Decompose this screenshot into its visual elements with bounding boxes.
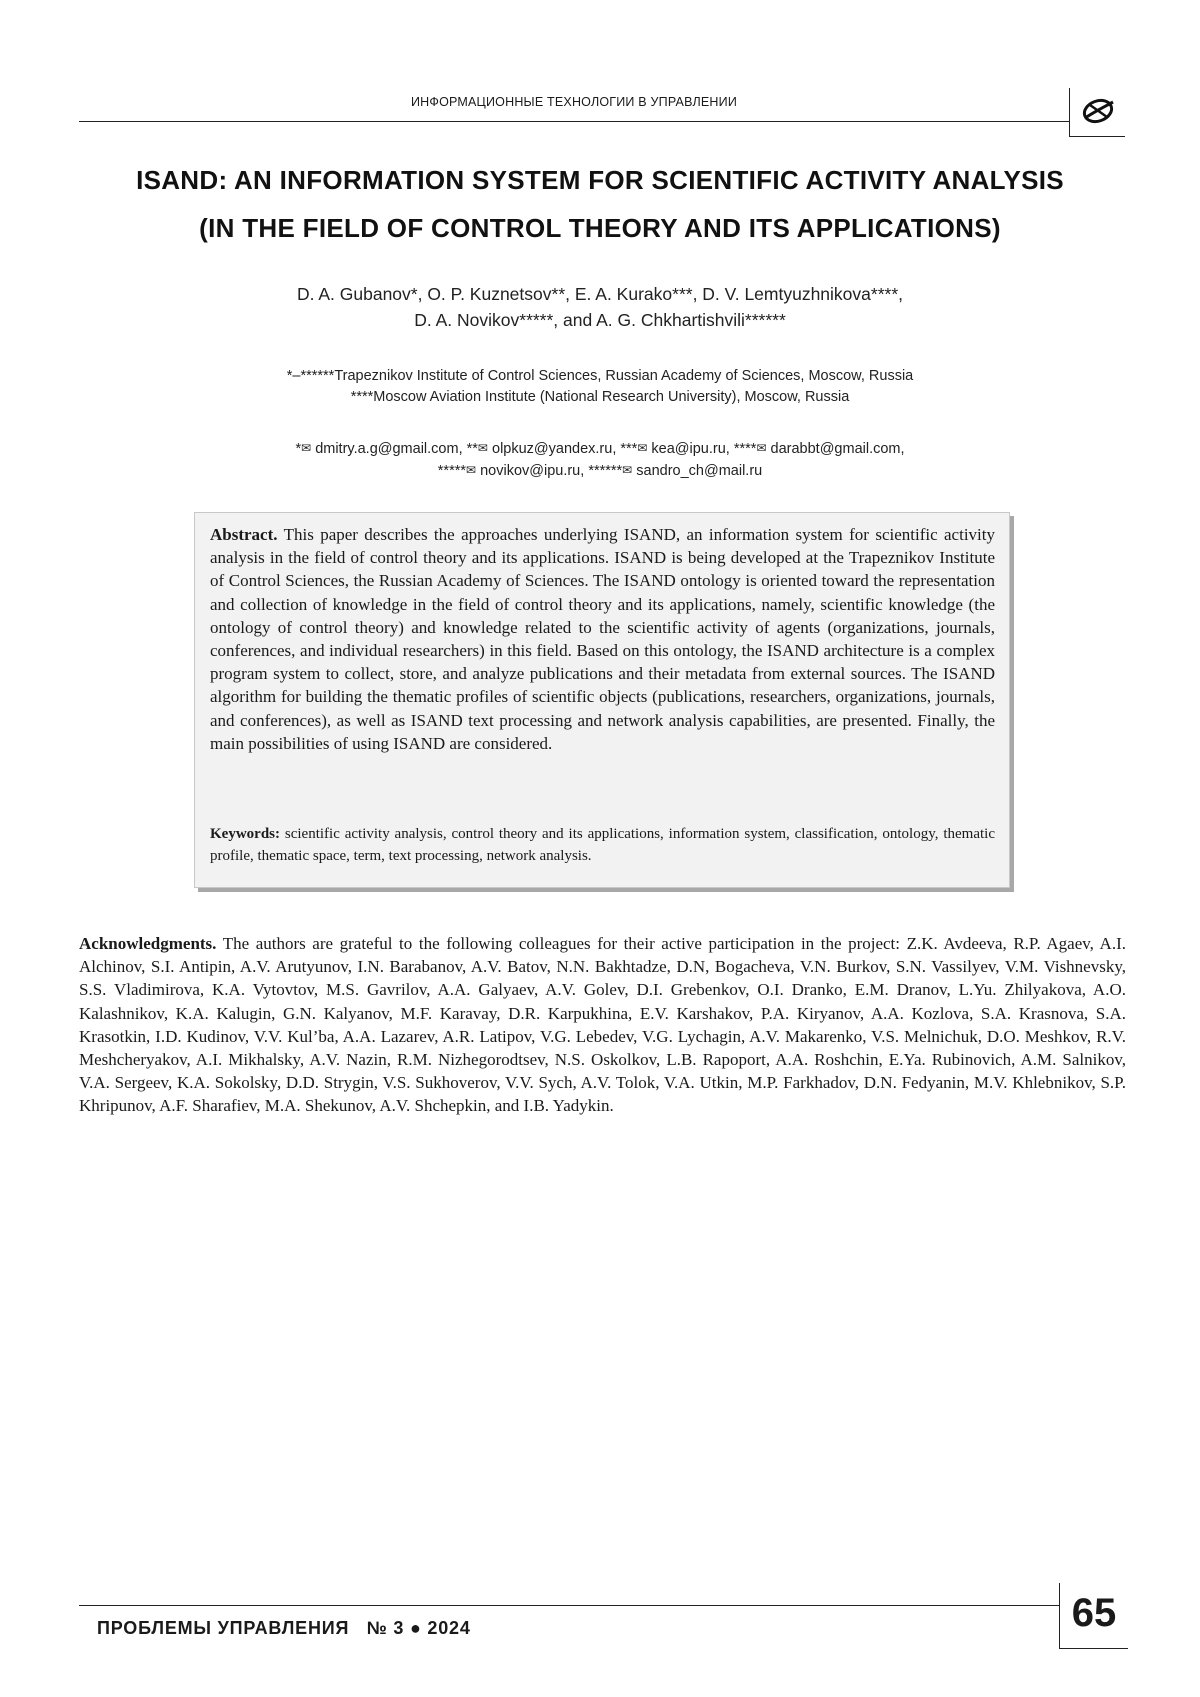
affiliation-line-2: ****Moscow Aviation Institute (National Research University), Moscow, Russia [350,389,850,405]
abstract [210,523,995,755]
page-number-box [1059,1583,1128,1649]
envelope-icon: ✉ [756,441,767,455]
email-link[interactable]: kea@ipu.ru [651,441,726,457]
authors-line-1: D. A. Gubanov*, O. P. Kuznetsov**, E. A. Kurako***, D. V. Lemtyuzhnikova****, [296,284,904,304]
keywords [210,824,995,867]
authors-line-2: D. A. Novikov*****, and A. G. Chkhartishvili****** [414,310,786,330]
paper-title-line-1: ISAND: AN INFORMATION SYSTEM FOR SCIENTIFIC ACTIVITY ANALYSIS [136,165,1064,195]
paper-title-line-2: (IN THE FIELD OF CONTROL THEORY AND ITS APPLICATIONS) [199,213,1001,243]
email-entry: ***✉ kea@ipu.ru, [620,441,734,457]
affiliation-line-1: *–******Trapeznikov Institute of Control Sciences, Russian Academy of Sciences, Moscow, Russia [286,368,914,384]
envelope-icon: ✉ [622,463,633,477]
emails-line-2 [60,460,1140,482]
keywords-label: Keywords: [210,826,280,842]
author-emails [60,438,1140,482]
envelope-icon: ✉ [301,441,312,455]
envelope-icon: ✉ [637,441,648,455]
email-link[interactable]: dmitry.a.g@gmail.com [315,441,459,457]
keywords-text: scientific activity analysis, control theory and its applications, information system, classification, ontology, thematic profile, thematic space, term, text processing, network analysis. [210,826,995,864]
email-link[interactable]: novikov@ipu.ru [480,463,581,479]
acknowledgments-text: The authors are grateful to the following colleagues for their active participation in the project: Z.K. Avdeeva, R.P. Agaev, A.I. Alchinov, S.I. Antipin, A.V. Arutyunov, I.N. Barabanov, A.V. Batov, N.N. Bakhtadze, D.N, Bogacheva, V.N. Burkov, S.N. Vassilyev, V.M. Vishnevsky, S.S. Vladimirova, K.A. Vytovtov, M.S. Gavrilov, A.A. Galyaev, A.V. Golev, D.I. Grebenkov, O.I. Dranko, E.M. Dranov, L.Yu. Zhilyakova, A.O. Kalashnikov, K.A. Kalugin, G.N. Kalyanov, M.F. Karavay, D.R. Karpukhina, E.V. Karshakov, P.A. Kiryanov, A.A. Kozlova, S.A. Krasnova, S.A. Krasotkin, I.D. Kudinov, V.V. Kul’ba, A.A. Lazarev, A.R. Latipov, V.G. Lebedev, V.G. Lychagin, A.V. Makarenko, V.S. Melnichuk, D.O. Meshkov, R.V. Meshcheryakov, A.I. Mikhalsky, A.V. Nazin, R.M. Nizhegorodtsev, N.S. Oskolkov, L.B. Rapoport, A.A. Roshchin, E.Ya. Rubinovich, A.M. Salnikov, V.A. Sergeev, K.A. Sokolsky, D.D. Strygin, V.S. Sukhoverov, V.V. Sych, A.V. Tolok, V.A. Utkin, M.P. Farkhadov, D.N. Fedyanin, M.V. Khlebnikov, S.P. Khripunov, A.F. Sharafiev, M.A. Shekunov, A.V. Shchepkin, and I.B. Yadykin. [79,934,1126,1116]
envelope-icon: ✉ [466,463,477,477]
abstract-text: This paper describes the approaches underlying ISAND, an information system for scientific activity analysis in the field of control theory and its applications. ISAND is being developed at the Trapeznikov Institute of Control Sciences, the Russian Academy of Sciences. The ISAND ontology is oriented toward the representation and collection of knowledge in the field of control theory and its applications, namely, scientific knowledge (the ontology of control theory) and knowledge related to the scientific activity of agents (organizations, journals, conferences, and individual researchers) in this field. Based on this ontology, the ISAND architecture is a complex program system to collect, store, and analyze publications and their metadata from external sources. The ISAND algorithm for building the thematic profiles of scientific objects (publications, researchers, organizations, journals, and conferences), as well as ISAND text processing and network analysis capabilities, are presented. Finally, the main possibilities of using ISAND are considered. [210,525,995,753]
running-footer [79,1605,1059,1649]
email-link[interactable]: darabbt@gmail.com [770,441,901,457]
acknowledgments [79,932,1126,1118]
journal-logo-icon [1080,96,1116,126]
envelope-icon: ✉ [477,441,488,455]
abstract-label: Abstract. [210,525,278,544]
journal-logo-box [1069,88,1125,137]
running-title: ИНФОРМАЦИОННЫЕ ТЕХНОЛОГИИ В УПРАВЛЕНИИ [410,95,738,109]
email-link[interactable]: sandro_ch@mail.ru [636,463,763,479]
abstract-box [194,512,1010,888]
emails-line-1 [60,438,1140,460]
journal-issue: ПРОБЛЕМЫ УПРАВЛЕНИЯ № 3 ● 2024 [97,1618,471,1638]
email-entry: *****✉ novikov@ipu.ru, [437,463,589,479]
running-header [79,85,1069,122]
email-entry: *✉ dmitry.a.g@gmail.com, [295,441,467,457]
affiliations [60,366,1140,408]
email-link[interactable]: olpkuz@yandex.ru [492,441,613,457]
email-entry: ****✉ darabbt@gmail.com, [733,441,905,457]
authors [60,281,1140,333]
page-number: 65 [1071,1591,1117,1635]
acknowledgments-label: Acknowledgments. [79,934,217,953]
email-entry: ******✉ sandro_ch@mail.ru [588,463,763,479]
email-entry: **✉ olpkuz@yandex.ru, [466,441,621,457]
